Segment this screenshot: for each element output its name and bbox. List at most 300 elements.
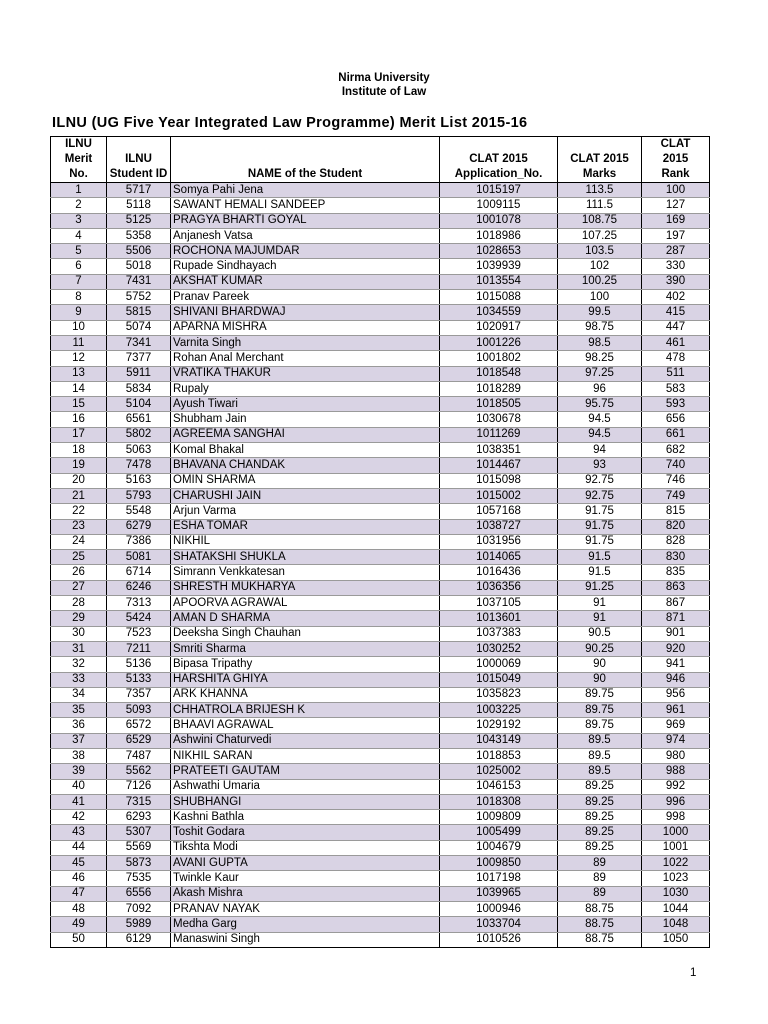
table-row [51,626,710,641]
header-line: CLAT [660,138,691,150]
marks-cell: 98.5 [558,335,642,350]
table-row [51,733,710,748]
application-no-cell: 1037383 [440,626,558,641]
marks-cell: 91.25 [558,580,642,595]
header-line: ILNU [125,153,152,165]
marks-cell: 89.5 [558,748,642,763]
student-name-cell: Varnita Singh [171,335,440,350]
table-row [51,504,710,519]
rank-cell: 835 [642,565,710,580]
student-id-cell: 5873 [107,856,171,871]
table-row [51,473,710,488]
student-name-cell: HARSHITA GHIYA [171,672,440,687]
marks-cell: 107.25 [558,228,642,243]
marks-cell: 89.25 [558,794,642,809]
marks-cell: 94.5 [558,412,642,427]
marks-cell: 90 [558,657,642,672]
marks-cell: 113.5 [558,183,642,198]
rank-cell: 749 [642,488,710,503]
application-no-cell: 1029192 [440,718,558,733]
marks-cell: 91.5 [558,565,642,580]
rank-cell: 415 [642,305,710,320]
merit-no-cell: 39 [51,764,107,779]
merit-no-cell: 44 [51,840,107,855]
table-row [51,320,710,335]
table-row [51,641,710,656]
header-line: No. [69,168,88,180]
student-id-cell: 7487 [107,748,171,763]
application-no-cell: 1001226 [440,335,558,350]
col-rank-header [642,137,710,183]
marks-cell: 89.5 [558,764,642,779]
rank-cell: 402 [642,290,710,305]
marks-cell: 93 [558,458,642,473]
marks-cell: 99.5 [558,305,642,320]
application-no-cell: 1013554 [440,274,558,289]
rank-cell: 746 [642,473,710,488]
marks-cell: 89 [558,871,642,886]
student-name-cell: ESHA TOMAR [171,519,440,534]
institute-name: Institute of Law [341,86,427,98]
student-id-cell: 5562 [107,764,171,779]
student-id-cell: 5802 [107,427,171,442]
rank-cell: 1050 [642,932,710,947]
application-no-cell: 1015088 [440,290,558,305]
merit-no-cell: 45 [51,856,107,871]
student-name-cell: SHUBHANGI [171,794,440,809]
table-row [51,871,710,886]
student-id-cell: 5063 [107,443,171,458]
rank-cell: 992 [642,779,710,794]
merit-no-cell: 19 [51,458,107,473]
merit-no-cell: 47 [51,886,107,901]
student-name-cell: Ashwathi Umaria [171,779,440,794]
merit-no-cell: 21 [51,488,107,503]
student-id-cell: 6572 [107,718,171,733]
application-no-cell: 1000069 [440,657,558,672]
student-name-cell: PRAGYA BHARTI GOYAL [171,213,440,228]
rank-cell: 461 [642,335,710,350]
student-name-cell: Deeksha Singh Chauhan [171,626,440,641]
student-id-cell: 7341 [107,335,171,350]
student-name-cell: NIKHIL [171,534,440,549]
table-row [51,228,710,243]
rank-cell: 197 [642,228,710,243]
merit-no-cell: 27 [51,580,107,595]
header-line: Application_No. [454,168,543,180]
student-name-cell: PRANAV NAYAK [171,901,440,916]
table-row [51,519,710,534]
application-no-cell: 1010526 [440,932,558,947]
application-no-cell: 1015098 [440,473,558,488]
marks-cell: 103.5 [558,244,642,259]
student-id-cell: 5136 [107,657,171,672]
marks-cell: 89 [558,886,642,901]
rank-cell: 996 [642,794,710,809]
table-row [51,488,710,503]
student-name-cell: SHRESTH MUKHARYA [171,580,440,595]
student-id-cell: 5424 [107,611,171,626]
student-name-cell: APARNA MISHRA [171,320,440,335]
merit-no-cell: 11 [51,335,107,350]
rank-cell: 661 [642,427,710,442]
table-row [51,550,710,565]
marks-cell: 108.75 [558,213,642,228]
merit-no-cell: 33 [51,672,107,687]
university-name: Nirma University [338,72,430,84]
student-name-cell: VRATIKA THAKUR [171,366,440,381]
application-no-cell: 1018548 [440,366,558,381]
merit-no-cell: 50 [51,932,107,947]
merit-no-cell: 22 [51,504,107,519]
rank-cell: 740 [642,458,710,473]
marks-cell: 89.5 [558,733,642,748]
table-row [51,779,710,794]
merit-no-cell: 4 [51,228,107,243]
header-line: 2015 [662,153,689,165]
rank-cell: 511 [642,366,710,381]
application-no-cell: 1039939 [440,259,558,274]
student-name-cell: Ashwini Chaturvedi [171,733,440,748]
merit-no-cell: 23 [51,519,107,534]
application-no-cell: 1030252 [440,641,558,656]
rank-cell: 656 [642,412,710,427]
student-name-cell: AVANI GUPTA [171,856,440,871]
student-id-cell: 5093 [107,703,171,718]
merit-no-cell: 7 [51,274,107,289]
table-row [51,335,710,350]
merit-no-cell: 18 [51,443,107,458]
rank-cell: 478 [642,351,710,366]
student-name-cell: Anjanesh Vatsa [171,228,440,243]
rank-cell: 863 [642,580,710,595]
table-row [51,351,710,366]
marks-cell: 90.25 [558,641,642,656]
application-no-cell: 1009809 [440,810,558,825]
student-id-cell: 7478 [107,458,171,473]
header-line: Rank [661,168,690,180]
application-no-cell: 1038727 [440,519,558,534]
header-line: CLAT 2015 [570,153,629,165]
merit-no-cell: 37 [51,733,107,748]
table-row [51,381,710,396]
student-id-cell: 7357 [107,687,171,702]
student-id-cell: 5548 [107,504,171,519]
student-id-cell: 5163 [107,473,171,488]
rank-cell: 920 [642,641,710,656]
col-merit-no-header [51,137,107,183]
merit-no-cell: 35 [51,703,107,718]
table-row [51,244,710,259]
merit-no-cell: 10 [51,320,107,335]
rank-cell: 956 [642,687,710,702]
student-id-cell: 6714 [107,565,171,580]
application-no-cell: 1003225 [440,703,558,718]
student-id-cell: 5989 [107,917,171,932]
table-row [51,657,710,672]
table-row [51,886,710,901]
marks-cell: 88.75 [558,917,642,932]
header-row [51,137,710,183]
table-row [51,703,710,718]
student-id-cell: 7535 [107,871,171,886]
student-id-cell: 5569 [107,840,171,855]
merit-no-cell: 31 [51,641,107,656]
merit-no-cell: 46 [51,871,107,886]
merit-no-cell: 34 [51,687,107,702]
header-line: ILNU [65,138,92,150]
rank-cell: 815 [642,504,710,519]
table-row [51,596,710,611]
student-id-cell: 5133 [107,672,171,687]
header-line: NAME of the Student [247,168,363,180]
application-no-cell: 1039965 [440,886,558,901]
rank-cell: 100 [642,183,710,198]
application-no-cell: 1014065 [440,550,558,565]
application-no-cell: 1033704 [440,917,558,932]
marks-cell: 95.75 [558,397,642,412]
application-no-cell: 1016436 [440,565,558,580]
student-id-cell: 6529 [107,733,171,748]
application-no-cell: 1005499 [440,825,558,840]
merit-no-cell: 40 [51,779,107,794]
student-name-cell: Somya Pahi Jena [171,183,440,198]
table-row [51,932,710,947]
application-no-cell: 1046153 [440,779,558,794]
rank-cell: 974 [642,733,710,748]
application-no-cell: 1015002 [440,488,558,503]
student-id-cell: 5018 [107,259,171,274]
student-id-cell: 6293 [107,810,171,825]
student-name-cell: AKSHAT KUMAR [171,274,440,289]
rank-cell: 867 [642,596,710,611]
student-name-cell: Bipasa Tripathy [171,657,440,672]
merit-no-cell: 20 [51,473,107,488]
merit-no-cell: 28 [51,596,107,611]
merit-no-cell: 5 [51,244,107,259]
rank-cell: 980 [642,748,710,763]
rank-cell: 901 [642,626,710,641]
table-row [51,305,710,320]
rank-cell: 169 [642,213,710,228]
merit-no-cell: 1 [51,183,107,198]
rank-cell: 1030 [642,886,710,901]
marks-cell: 92.75 [558,473,642,488]
header-line: CLAT 2015 [469,153,528,165]
table-row [51,213,710,228]
application-no-cell: 1038351 [440,443,558,458]
student-id-cell: 5074 [107,320,171,335]
student-name-cell: Arjun Varma [171,504,440,519]
student-id-cell: 7126 [107,779,171,794]
student-name-cell: Smriti Sharma [171,641,440,656]
student-name-cell: AMAN D SHARMA [171,611,440,626]
student-id-cell: 5125 [107,213,171,228]
student-name-cell: SAWANT HEMALI SANDEEP [171,198,440,213]
application-no-cell: 1009115 [440,198,558,213]
table-row [51,397,710,412]
table-row [51,917,710,932]
marks-cell: 89.25 [558,825,642,840]
table-row [51,794,710,809]
student-id-cell: 5815 [107,305,171,320]
rank-cell: 447 [642,320,710,335]
application-no-cell: 1020917 [440,320,558,335]
student-name-cell: Simrann Venkkatesan [171,565,440,580]
table-row [51,611,710,626]
marks-cell: 100 [558,290,642,305]
table-row [51,443,710,458]
rank-cell: 941 [642,657,710,672]
col-student-id-header [107,137,171,183]
marks-cell: 88.75 [558,932,642,947]
merit-no-cell: 2 [51,198,107,213]
table-row [51,427,710,442]
marks-cell: 96 [558,381,642,396]
student-name-cell: Tikshta Modi [171,840,440,855]
student-name-cell: CHARUSHI JAIN [171,488,440,503]
marks-cell: 89.75 [558,687,642,702]
application-no-cell: 1001078 [440,213,558,228]
marks-cell: 89.75 [558,718,642,733]
rank-cell: 830 [642,550,710,565]
student-name-cell: Rupaly [171,381,440,396]
application-no-cell: 1004679 [440,840,558,855]
marks-cell: 97.25 [558,366,642,381]
marks-cell: 91 [558,596,642,611]
student-id-cell: 5118 [107,198,171,213]
marks-cell: 88.75 [558,901,642,916]
rank-cell: 969 [642,718,710,733]
rank-cell: 1000 [642,825,710,840]
marks-cell: 98.25 [558,351,642,366]
table-row [51,672,710,687]
student-name-cell: Rupade Sindhayach [171,259,440,274]
marks-cell: 92.75 [558,488,642,503]
student-name-cell: Twinkle Kaur [171,871,440,886]
student-id-cell: 5506 [107,244,171,259]
student-id-cell: 5793 [107,488,171,503]
student-name-cell: OMIN SHARMA [171,473,440,488]
merit-no-cell: 12 [51,351,107,366]
application-no-cell: 1000946 [440,901,558,916]
application-no-cell: 1037105 [440,596,558,611]
student-id-cell: 7523 [107,626,171,641]
rank-cell: 1001 [642,840,710,855]
rank-cell: 593 [642,397,710,412]
student-id-cell: 6129 [107,932,171,947]
student-name-cell: Shubham Jain [171,412,440,427]
merit-no-cell: 9 [51,305,107,320]
col-application-no-header [440,137,558,183]
student-name-cell: Rohan Anal Merchant [171,351,440,366]
table-row [51,810,710,825]
merit-no-cell: 49 [51,917,107,932]
rank-cell: 287 [642,244,710,259]
table-row [51,290,710,305]
merit-no-cell: 14 [51,381,107,396]
marks-cell: 91 [558,611,642,626]
application-no-cell: 1028653 [440,244,558,259]
student-id-cell: 5307 [107,825,171,840]
student-id-cell: 6561 [107,412,171,427]
application-no-cell: 1030678 [440,412,558,427]
application-no-cell: 1011269 [440,427,558,442]
rank-cell: 820 [642,519,710,534]
table-row [51,901,710,916]
merit-no-cell: 36 [51,718,107,733]
student-name-cell: CHHATROLA BRIJESH K [171,703,440,718]
merit-no-cell: 24 [51,534,107,549]
table-header [51,137,710,183]
marks-cell: 91.75 [558,504,642,519]
marks-cell: 102 [558,259,642,274]
student-id-cell: 5911 [107,366,171,381]
student-name-cell: Komal Bhakal [171,443,440,458]
application-no-cell: 1025002 [440,764,558,779]
student-name-cell: SHIVANI BHARDWAJ [171,305,440,320]
table-row [51,366,710,381]
marks-cell: 89.25 [558,810,642,825]
application-no-cell: 1013601 [440,611,558,626]
merit-no-cell: 8 [51,290,107,305]
table-row [51,856,710,871]
rank-cell: 828 [642,534,710,549]
rank-cell: 988 [642,764,710,779]
marks-cell: 91.75 [558,519,642,534]
table-row [51,825,710,840]
table-row [51,412,710,427]
application-no-cell: 1017198 [440,871,558,886]
student-id-cell: 7431 [107,274,171,289]
header-line: Student ID [109,168,168,180]
merit-no-cell: 38 [51,748,107,763]
application-no-cell: 1018308 [440,794,558,809]
application-no-cell: 1018289 [440,381,558,396]
application-no-cell: 1009850 [440,856,558,871]
table-row [51,274,710,289]
merit-no-cell: 17 [51,427,107,442]
student-name-cell: PRATEETI GAUTAM [171,764,440,779]
merit-no-cell: 6 [51,259,107,274]
table-row [51,198,710,213]
marks-cell: 94.5 [558,427,642,442]
marks-cell: 100.25 [558,274,642,289]
table-row [51,580,710,595]
marks-cell: 91.75 [558,534,642,549]
table-row [51,534,710,549]
application-no-cell: 1036356 [440,580,558,595]
marks-cell: 89.25 [558,779,642,794]
student-id-cell: 6556 [107,886,171,901]
merit-no-cell: 48 [51,901,107,916]
merit-list-title: ILNU (UG Five Year Integrated Law Programme) Merit List 2015-16 [52,115,528,131]
student-name-cell: Medha Garg [171,917,440,932]
student-name-cell: AGREEMA SANGHAI [171,427,440,442]
table-row [51,565,710,580]
merit-no-cell: 16 [51,412,107,427]
application-no-cell: 1014467 [440,458,558,473]
student-name-cell: APOORVA AGRAWAL [171,596,440,611]
marks-cell: 89 [558,856,642,871]
page-number: 1 [690,967,697,979]
application-no-cell: 1031956 [440,534,558,549]
student-name-cell: ARK KHANNA [171,687,440,702]
marks-cell: 98.75 [558,320,642,335]
student-id-cell: 7315 [107,794,171,809]
student-name-cell: SHATAKSHI SHUKLA [171,550,440,565]
student-name-cell: Pranav Pareek [171,290,440,305]
